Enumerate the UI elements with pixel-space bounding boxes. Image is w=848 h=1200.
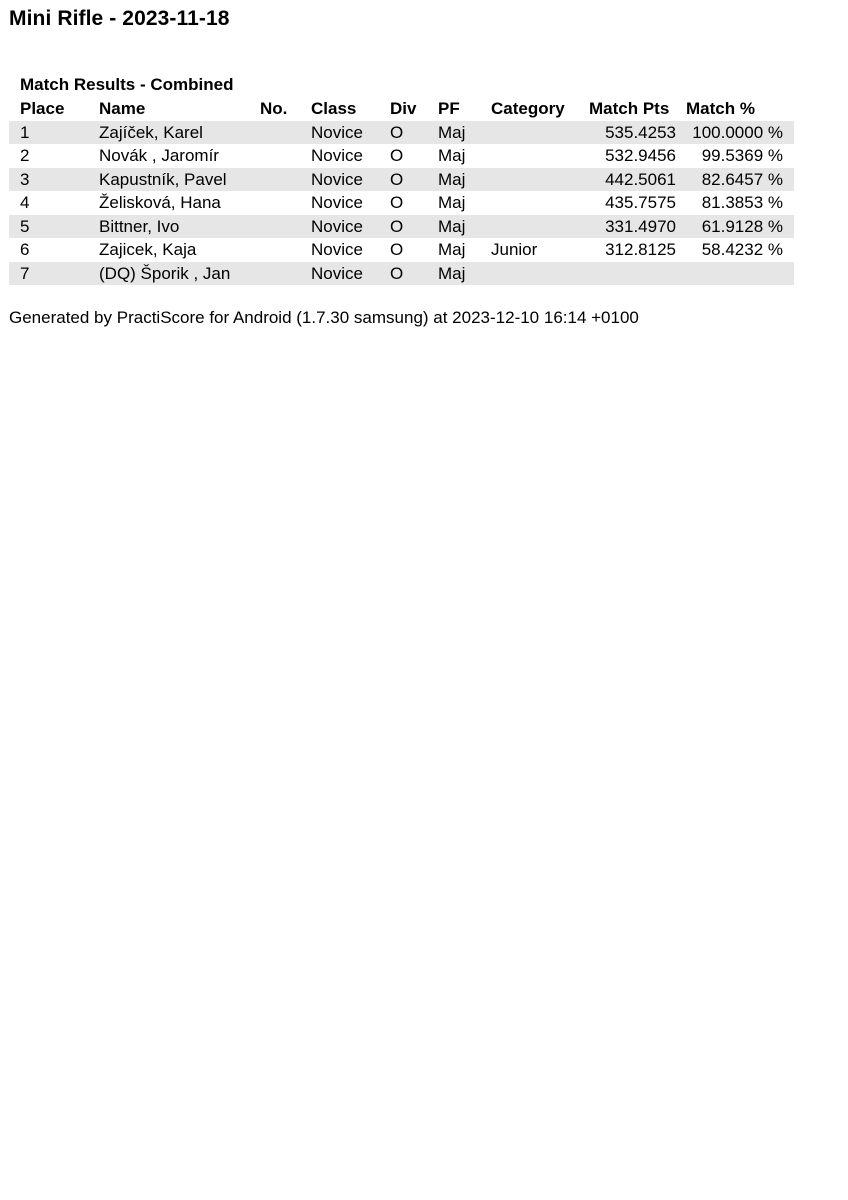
cell-class: Novice	[311, 146, 363, 166]
cell-match-pts: 435.7575	[605, 193, 676, 213]
cell-place: 5	[9, 215, 99, 239]
cell-class: Novice	[311, 193, 363, 213]
column-header-match-pts: Match Pts	[589, 99, 670, 119]
generated-by-footer: Generated by PractiScore for Android (1.7.30 samsung) at 2023-12-10 16:14 +0100	[9, 308, 639, 327]
page-title: Mini Rifle - 2023-11-18	[9, 7, 230, 30]
cell-no	[260, 144, 311, 168]
cell-name: Kapustník, Pavel	[99, 168, 260, 192]
cell-name: Novák , Jaromír	[99, 146, 219, 166]
cell-pf: Maj	[438, 146, 466, 166]
cell-class: Novice	[311, 240, 363, 260]
cell-match-pts: 532.9456	[605, 146, 676, 166]
cell-class: Novice	[311, 215, 390, 239]
cell-place: 3	[9, 168, 99, 192]
section-title: Match Results - Combined	[20, 75, 234, 94]
column-header-class: Class	[311, 99, 357, 119]
cell-name: Bittner, Ivo	[99, 215, 260, 239]
column-header-match-pct: Match %	[686, 99, 755, 119]
column-header-div: Div	[390, 99, 417, 119]
cell-match-pts: 312.8125	[605, 240, 676, 260]
cell-place: 2	[20, 146, 30, 166]
cell-no	[260, 262, 311, 286]
cell-category	[491, 262, 589, 286]
cell-match-pts: 442.5061	[589, 168, 686, 192]
match-results-section	[9, 73, 794, 285]
table-row	[9, 168, 794, 192]
cell-name: Zajíček, Karel	[99, 121, 260, 145]
cell-category	[491, 144, 589, 168]
cell-match-pct: 81.3853 %	[701, 193, 783, 213]
column-header-name: Name	[99, 99, 146, 119]
cell-name: Želisková, Hana	[99, 193, 221, 213]
table-row	[9, 262, 794, 286]
column-header-pf: PF	[438, 99, 460, 119]
cell-category	[491, 191, 589, 215]
cell-place: 6	[20, 240, 30, 260]
cell-match-pct: 99.5369 %	[701, 146, 783, 166]
cell-name: Zajicek, Kaja	[99, 240, 197, 260]
column-header-no: No.	[260, 99, 288, 119]
cell-match-pct: 100.0000 %	[686, 121, 794, 145]
column-header-category: Category	[491, 99, 565, 119]
cell-no	[260, 168, 311, 192]
cell-match-pct	[686, 262, 794, 286]
cell-category: Junior	[491, 240, 538, 260]
table-row	[9, 215, 794, 239]
cell-class: Novice	[311, 121, 390, 145]
cell-div: O	[390, 168, 438, 192]
cell-category	[491, 215, 589, 239]
cell-pf: Maj	[438, 121, 491, 145]
cell-class: Novice	[311, 262, 390, 286]
cell-div: O	[390, 193, 404, 213]
cell-div: O	[390, 146, 404, 166]
cell-div: O	[390, 240, 404, 260]
cell-place: 7	[9, 262, 99, 286]
cell-name: (DQ) Šporik , Jan	[99, 262, 260, 286]
cell-pf: Maj	[438, 193, 466, 213]
cell-class: Novice	[311, 168, 390, 192]
cell-match-pts	[589, 262, 686, 286]
table-row	[9, 238, 794, 262]
cell-category	[491, 121, 589, 145]
cell-no	[260, 191, 311, 215]
cell-match-pts: 535.4253	[589, 121, 686, 145]
table-row	[9, 121, 794, 145]
cell-pf: Maj	[438, 262, 491, 286]
cell-div: O	[390, 121, 438, 145]
cell-match-pct: 82.6457 %	[686, 168, 794, 192]
cell-pf: Maj	[438, 215, 491, 239]
cell-match-pct: 61.9128 %	[686, 215, 794, 239]
table-row	[9, 191, 794, 215]
cell-place: 1	[9, 121, 99, 145]
cell-no	[260, 121, 311, 145]
cell-place: 4	[20, 193, 30, 213]
cell-match-pts: 331.4970	[589, 215, 686, 239]
cell-pf: Maj	[438, 240, 466, 260]
cell-div: O	[390, 215, 438, 239]
cell-no	[260, 215, 311, 239]
cell-match-pct: 58.4232 %	[701, 240, 783, 260]
cell-category	[491, 168, 589, 192]
column-header-place: Place	[20, 99, 65, 119]
table-header-row	[9, 97, 794, 121]
cell-pf: Maj	[438, 168, 491, 192]
results-table	[9, 97, 794, 285]
table-row	[9, 144, 794, 168]
cell-no	[260, 238, 311, 262]
cell-div: O	[390, 262, 438, 286]
